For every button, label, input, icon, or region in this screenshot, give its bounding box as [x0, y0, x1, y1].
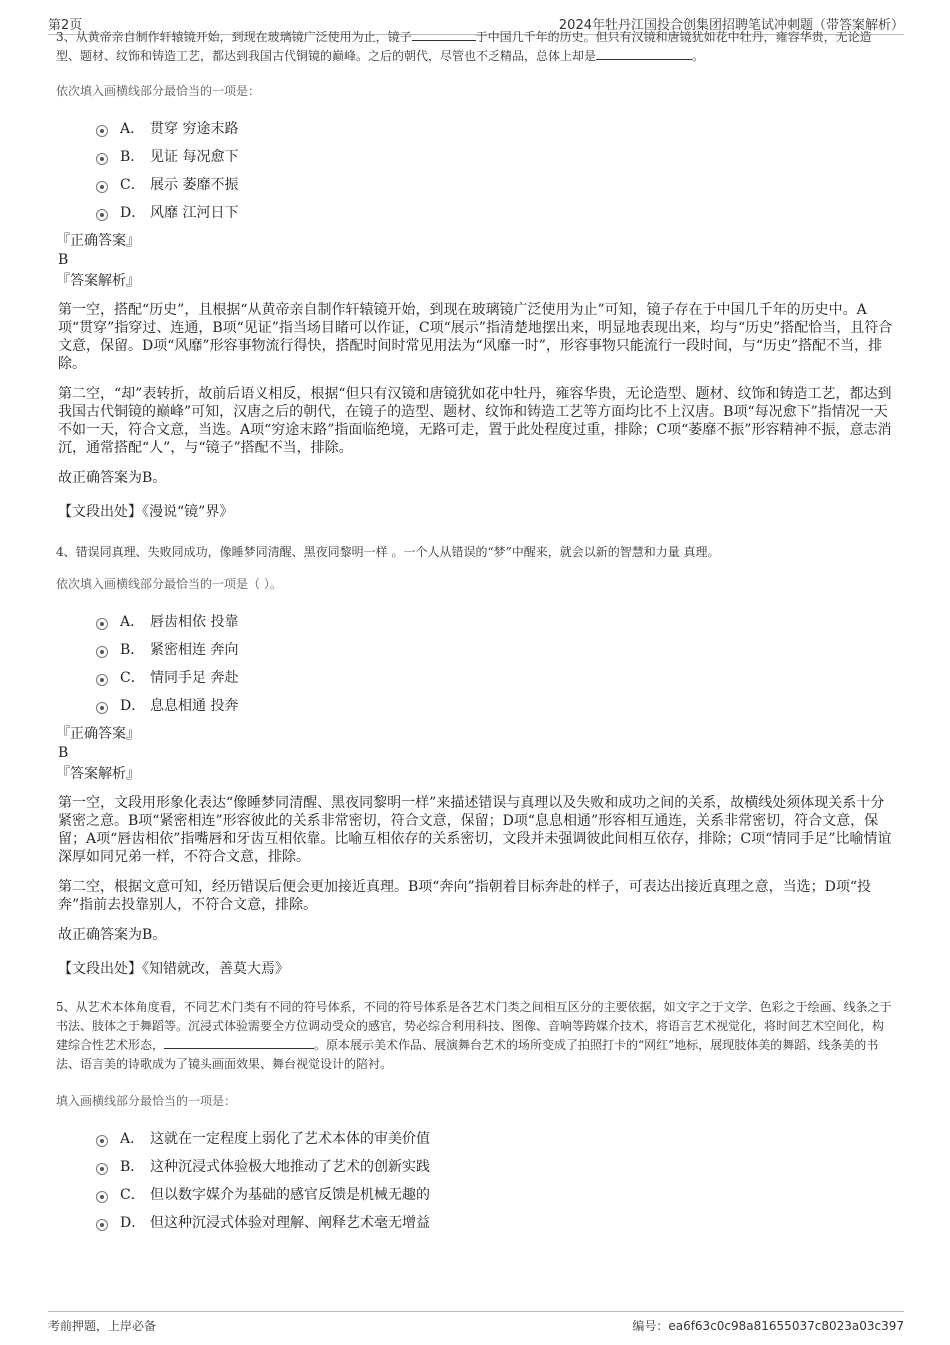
page-content: [56, 30, 894, 1236]
options-list: [96, 114, 894, 226]
option-b[interactable]: B． 这种沉浸式体验极大地推动了艺术的创新实践: [96, 1152, 894, 1180]
question-5-text: 5、从艺术本体角度看，不同艺术门类有不同的符号体系，不同的符号体系是各艺术门类之间相互区分的主要依据，如文字之于文学、色彩之于绘画、线条之于书法、肢体之于舞蹈等。沉浸式体验需要全方位调动受众的感官，势必综合利用科技、图像、音响等跨媒介技术，将语言艺术视觉化，将时间艺术空间化，构建综合性艺术形态， 。原本展示美术作品、展演舞台艺术的场所变成了拍照打卡的“网红”地标，展现肢体美的舞蹈、线条美的书法、语言美的诗歌成为了镜头画面效果、舞台视觉设计的陪衬。: [56, 1000, 892, 1071]
options-list: [96, 1124, 894, 1236]
page-footer: [48, 1311, 904, 1336]
question-instruction: 依次填入画横线部分最恰当的一项是（ ）。: [56, 577, 282, 591]
source-line: 【文段出处】《漫说“镜”界》: [58, 504, 234, 520]
answer-value: B: [58, 252, 69, 268]
radio-icon[interactable]: [96, 646, 108, 658]
analysis-conclusion: 故正确答案为B。: [58, 927, 167, 943]
question-4-text: 4、错误同真理、失败同成功，像睡梦同清醒、黑夜同黎明一样 。一个人从错误的“梦”中醒来，就会以新的智慧和力量 真理。: [56, 545, 720, 559]
question-3: [56, 28, 894, 521]
options-list: [96, 607, 894, 719]
analysis-label: 『答案解析』: [56, 273, 140, 289]
option-a[interactable]: A． 唇齿相依 投靠: [96, 607, 894, 635]
radio-icon[interactable]: [96, 153, 108, 165]
option-c[interactable]: C． 情同手足 奔赴: [96, 663, 894, 691]
radio-icon[interactable]: [96, 702, 108, 714]
option-c[interactable]: C． 展示 萎靡不振: [96, 170, 894, 198]
blank-line: [596, 47, 692, 60]
radio-icon[interactable]: [96, 618, 108, 630]
radio-icon[interactable]: [96, 1163, 108, 1175]
radio-icon[interactable]: [96, 1219, 108, 1231]
option-c[interactable]: C． 但以数字媒介为基础的感官反馈是机械无趣的: [96, 1180, 894, 1208]
page-number: 第2页: [48, 18, 83, 33]
option-b[interactable]: B． 见证 每况愈下: [96, 142, 894, 170]
option-d[interactable]: D． 风靡 江河日下: [96, 198, 894, 226]
analysis-paragraph: 第二空，根据文意可知，经历错误后便会更加接近真理。B项“奔向”指朝着目标奔赴的样子，可表达出接近真理之意，当选；D项“投奔”指前去投靠别人，不符合文意，排除。: [58, 879, 871, 913]
radio-icon[interactable]: [96, 209, 108, 221]
question-4: [56, 543, 894, 978]
question-instruction: 依次填入画横线部分最恰当的一项是：: [56, 84, 261, 98]
question-instruction: 填入画横线部分最恰当的一项是：: [56, 1094, 237, 1108]
answer-label: 『正确答案』: [56, 233, 140, 249]
document-title: 2024年牡丹江国投合创集团招聘笔试冲刺题（带答案解析）: [558, 18, 904, 33]
analysis-paragraph: 第一空，搭配“历史”，且根据“从黄帝亲自制作轩辕镜开始，到现在玻璃镜广泛使用为止”可知，镜子存在于中国几千年的历史中。A项“贯穿”指穿过、连通，B项“见证”指当场目睹可以作证，C项“展示”指清楚地摆出来，明显地表现出来，均与“历史”搭配恰当，且符合文意，保留。D项“风靡”形容事物流行得快，搭配时间时常见用法为“风靡一时”，形容事物只能流行一段时间，与“历史”搭配不当，排除。: [58, 302, 893, 372]
footer-slogan: 考前押题，上岸必备: [48, 1319, 157, 1333]
radio-icon[interactable]: [96, 181, 108, 193]
analysis-label: 『答案解析』: [56, 766, 140, 782]
blank-line: [164, 1036, 314, 1049]
option-d[interactable]: D． 但这种沉浸式体验对理解、阐释艺术毫无增益: [96, 1208, 894, 1236]
option-a[interactable]: A． 这就在一定程度上弱化了艺术本体的审美价值: [96, 1124, 894, 1152]
source-line: 【文段出处】《知错就改，善莫大焉》: [58, 961, 289, 977]
radio-icon[interactable]: [96, 125, 108, 137]
answer-label: 『正确答案』: [56, 726, 140, 742]
question-5: [56, 998, 894, 1236]
analysis-paragraph: 第一空，文段用形象化表达“像睡梦同清醒、黑夜同黎明一样”来描述错误与真理以及失败和成功之间的关系，故横线处须体现关系十分紧密之意。B项“紧密相连”形容彼此的关系非常密切，符合文意，保留；D项“息息相通”形容相互通连，关系非常密切，符合文意，保留；A项“唇齿相依”指嘴唇和牙齿互相依靠。比喻互相依存的关系密切，文段并未强调彼此间相互依存，排除；C项“情同手足”比喻情谊深厚如同兄弟一样，不符合文意，排除。: [58, 795, 892, 865]
option-d[interactable]: D． 息息相通 投奔: [96, 691, 894, 719]
answer-value: B: [58, 745, 69, 761]
analysis-paragraph: 第二空，“却”表转折，故前后语义相反，根据“但只有汉镜和唐镜犹如花中牡丹，雍容华贵，无论造型、题材、纹饰和铸造工艺，都达到我国古代铜镜的巅峰”可知，汉唐之后的朝代，在镜子的造型、题材、纹饰和铸造工艺等方面均比不上汉唐。B项“每况愈下”指情况一天不如一天，符合文意，当选。A项“穷途末路”指面临绝境，无路可走，置于此处程度过重，排除；C项“萎靡不振”形容精神不振，意志消沉，通常搭配“人”，与“镜子”搭配不当，排除。: [58, 386, 892, 456]
option-b[interactable]: B． 紧密相连 奔向: [96, 635, 894, 663]
document-code: 编号：ea6f63c0c98a81655037c8023a03c397: [632, 1319, 904, 1333]
blank-line: [412, 28, 476, 41]
radio-icon[interactable]: [96, 1135, 108, 1147]
option-a[interactable]: A． 贯穿 穷途末路: [96, 114, 894, 142]
radio-icon[interactable]: [96, 1191, 108, 1203]
analysis-conclusion: 故正确答案为B。: [58, 470, 167, 486]
radio-icon[interactable]: [96, 674, 108, 686]
question-3-text: 3、从黄帝亲自制作轩辕镜开始，到现在玻璃镜广泛使用为止，镜子 于中国几千年的历史。但只有汉镜和唐镜犹如花中牡丹，雍容华贵，无论造型、题材、纹饰和铸造工艺，都达到我国古代铜镜的巅峰。之后的朝代，尽管也不乏精品，总体上却是 。: [56, 30, 872, 63]
